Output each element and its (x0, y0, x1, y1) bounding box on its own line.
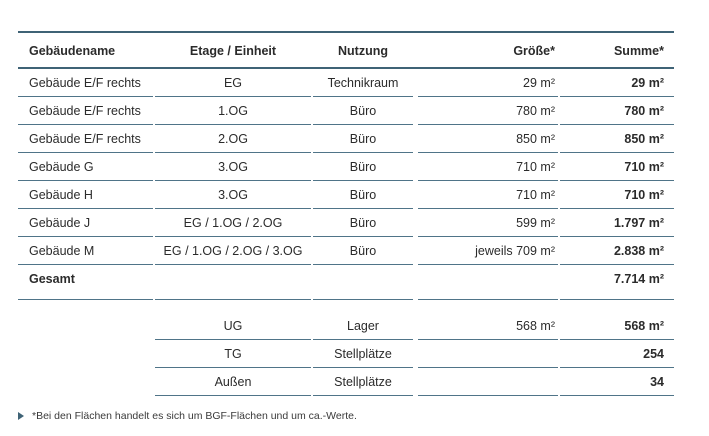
cell-floor: UG (223, 319, 243, 333)
row-rule (418, 395, 558, 396)
total-rule (155, 299, 311, 300)
cell-building: Gebäude M (29, 244, 95, 258)
cell-floor: 2.OG (218, 132, 248, 146)
table-row (18, 153, 674, 181)
cell-size: 780 m² (516, 104, 555, 118)
cell-size: 710 m² (516, 160, 555, 174)
table-row (18, 97, 674, 125)
cell-sum: 1.797 m² (613, 216, 664, 230)
cell-building: Gebäude E/F rechts (29, 132, 141, 146)
cell-sum: 254 (643, 347, 664, 361)
cell-use: Büro (349, 244, 377, 258)
cell-building: Gebäude H (29, 188, 93, 202)
total-sum: 7.714 m² (613, 272, 664, 286)
header-use: Nutzung (338, 44, 388, 58)
cell-size: jeweils 709 m² (475, 244, 555, 258)
cell-sum: 850 m² (624, 132, 664, 146)
header-size: Größe* (513, 44, 555, 58)
cell-floor: TG (224, 347, 242, 361)
cell-use: Büro (349, 132, 377, 146)
footnote (18, 410, 357, 422)
cell-size: 599 m² (516, 216, 555, 230)
header-floor: Etage / Einheit (189, 44, 277, 58)
table-row (18, 237, 674, 265)
cell-floor: 3.OG (218, 160, 248, 174)
cell-sum: 34 (650, 375, 664, 389)
cell-use: Technikraum (327, 76, 399, 90)
cell-building: Gebäude J (29, 216, 91, 230)
cell-floor: EG / 1.OG / 2.OG / 3.OG (163, 244, 303, 258)
cell-use: Büro (349, 216, 377, 230)
extra-row (18, 368, 674, 396)
area-table (18, 31, 674, 396)
table-header-row (18, 33, 674, 69)
total-rule (418, 299, 558, 300)
cell-floor: 3.OG (218, 188, 248, 202)
table-body (18, 69, 674, 396)
footnote-text: *Bei den Flächen handelt es sich um BGF-Flächen und um ca.-Werte. (32, 410, 357, 422)
cell-use: Stellplätze (334, 375, 392, 389)
cell-use: Büro (349, 104, 377, 118)
row-rule (313, 395, 413, 396)
row-rule (560, 395, 674, 396)
row-rule (155, 395, 311, 396)
cell-floor: Außen (214, 375, 252, 389)
total-rule (313, 299, 413, 300)
table-row (18, 209, 674, 237)
cell-use: Büro (349, 160, 377, 174)
total-rule (18, 299, 153, 300)
table-row (18, 125, 674, 153)
cell-floor: 1.OG (218, 104, 248, 118)
cell-building: Gebäude E/F rechts (29, 76, 141, 90)
cell-use: Büro (349, 188, 377, 202)
cell-sum: 710 m² (624, 188, 664, 202)
cell-building: Gebäude G (29, 160, 94, 174)
cell-sum: 710 m² (624, 160, 664, 174)
cell-size (418, 368, 558, 396)
header-sum: Summe* (613, 44, 664, 58)
cell-use: Stellplätze (334, 347, 392, 361)
cell-size: 568 m² (516, 319, 555, 333)
cell-floor: EG (223, 76, 243, 90)
cell-building: Gebäude E/F rechts (29, 104, 141, 118)
cell-sum: 568 m² (624, 319, 664, 333)
table-row (18, 69, 674, 97)
total-label: Gesamt (29, 272, 75, 286)
cell-sum: 29 m² (631, 76, 664, 90)
cell-use: Lager (347, 319, 379, 333)
cell-sum: 2.838 m² (613, 244, 664, 258)
cell-size (418, 340, 558, 368)
table-row (18, 181, 674, 209)
extra-row (18, 340, 674, 368)
cell-size: 29 m² (523, 76, 555, 90)
extra-row (18, 312, 674, 340)
cell-floor: EG / 1.OG / 2.OG (183, 216, 283, 230)
total-rule (560, 299, 674, 300)
cell-size: 710 m² (516, 188, 555, 202)
header-building: Gebäudename (29, 44, 116, 58)
cell-sum: 780 m² (624, 104, 664, 118)
triangle-bullet-icon (18, 412, 24, 420)
cell-size: 850 m² (516, 132, 555, 146)
total-row (18, 265, 674, 299)
